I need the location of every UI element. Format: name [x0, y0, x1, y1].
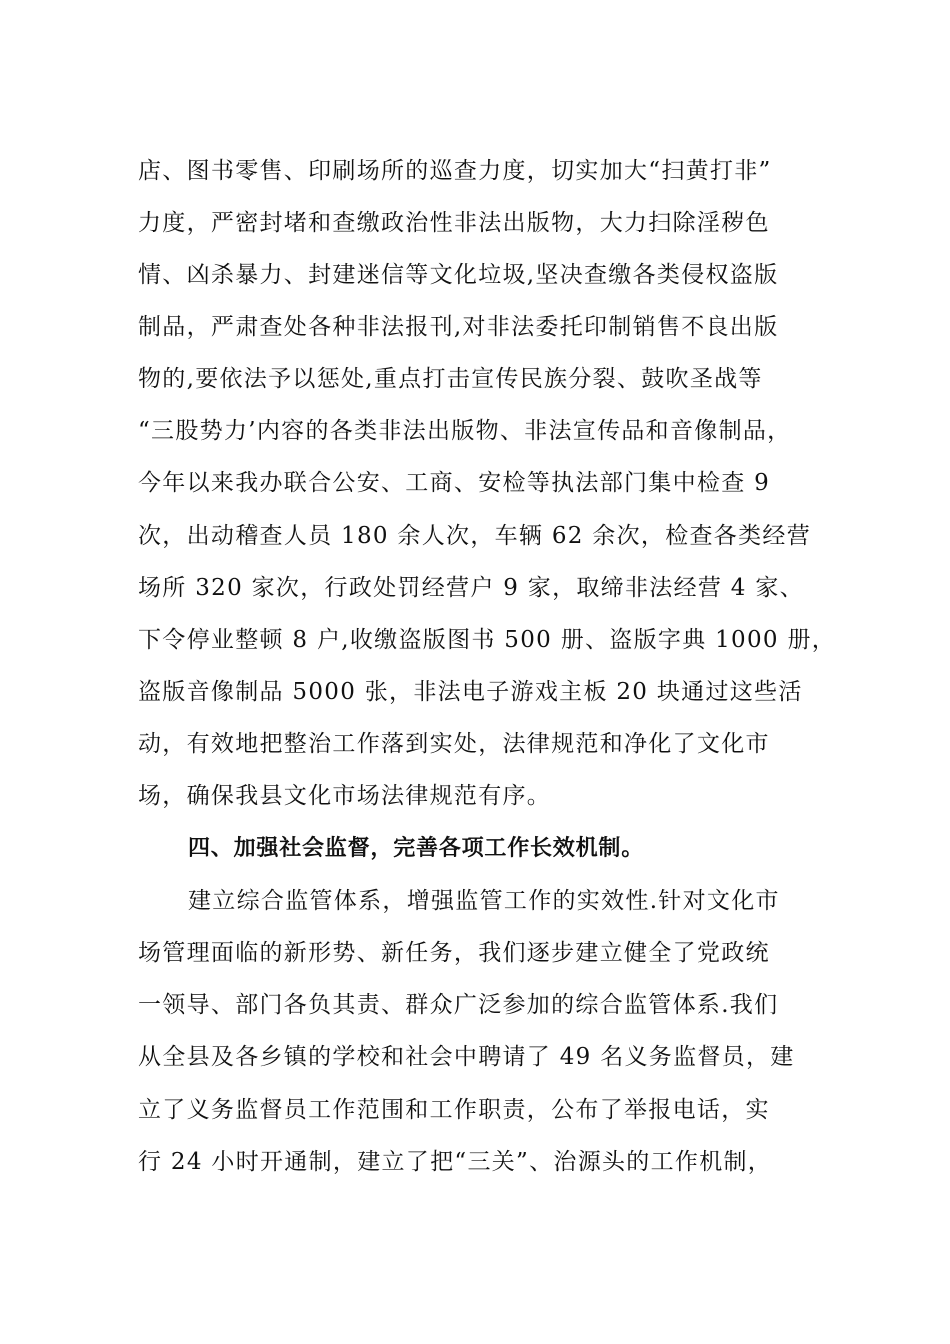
- section-heading: 四、加强社会监督，完善各项工作长效机制。: [188, 836, 645, 861]
- text-line-11: 盗版音像制品 5000 张，非法电子游戏主板 20 块通过这些活: [138, 679, 803, 705]
- text-line-8: 次，出动稽查人员 180 余人次，车辆 62 余次，检查各类经营: [138, 523, 812, 549]
- text-line-7: 今年以来我办联合公安、工商、安检等执法部门集中检查 9: [138, 470, 771, 496]
- text-line-13: 场，确保我县文化市场法律规范有序。: [138, 783, 552, 809]
- text-line-19: 立了义务监督员工作范围和工作职责，公布了举报电话，实: [138, 1097, 770, 1123]
- text-line-1: 店、图书零售、印刷场所的巡查力度，切实加大“扫黄打非”: [138, 158, 772, 184]
- text-line-20: 行 24 小时开通制，建立了把“三关”、治源头的工作机制，: [138, 1149, 773, 1175]
- text-line-3: 情、凶杀暴力、封建迷信等文化垃圾,坚决查缴各类侵权盗版: [138, 262, 779, 288]
- text-line-12: 动，有效地把整治工作落到实处，法律规范和净化了文化市: [138, 731, 770, 757]
- text-line-17: 一领导、部门各负其责、群众广泛参加的综合监管体系.我们: [138, 992, 779, 1018]
- text-line-4: 制品，严肃查处各种非法报刊,对非法委托印制销售不良出版: [138, 314, 779, 340]
- text-line-6: “三股势力’内容的各类非法出版物、非法宣传品和音像制品，: [138, 418, 792, 444]
- text-line-18: 从全县及各乡镇的学校和社会中聘请了 49 名义务监督员，建: [138, 1044, 795, 1070]
- text-line-16: 场管理面临的新形势、新任务，我们逐步建立健全了党政统: [138, 940, 770, 966]
- text-line-10: 下令停业整顿 8 户,收缴盗版图书 500 册、盗版字典 1000 册，: [138, 627, 837, 653]
- text-line-2: 力度，严密封堵和查缴政治性非法出版物，大力扫除淫秽色: [138, 210, 770, 236]
- text-line-5: 物的,要依法予以惩处,重点打击宣传民族分裂、鼓吹圣战等: [138, 366, 763, 392]
- text-line-9: 场所 320 家次，行政处罚经营户 9 家，取缔非法经营 4 家、: [138, 575, 804, 601]
- text-line-15: 建立综合监管体系，增强监管工作的实效性.针对文化市: [188, 888, 780, 914]
